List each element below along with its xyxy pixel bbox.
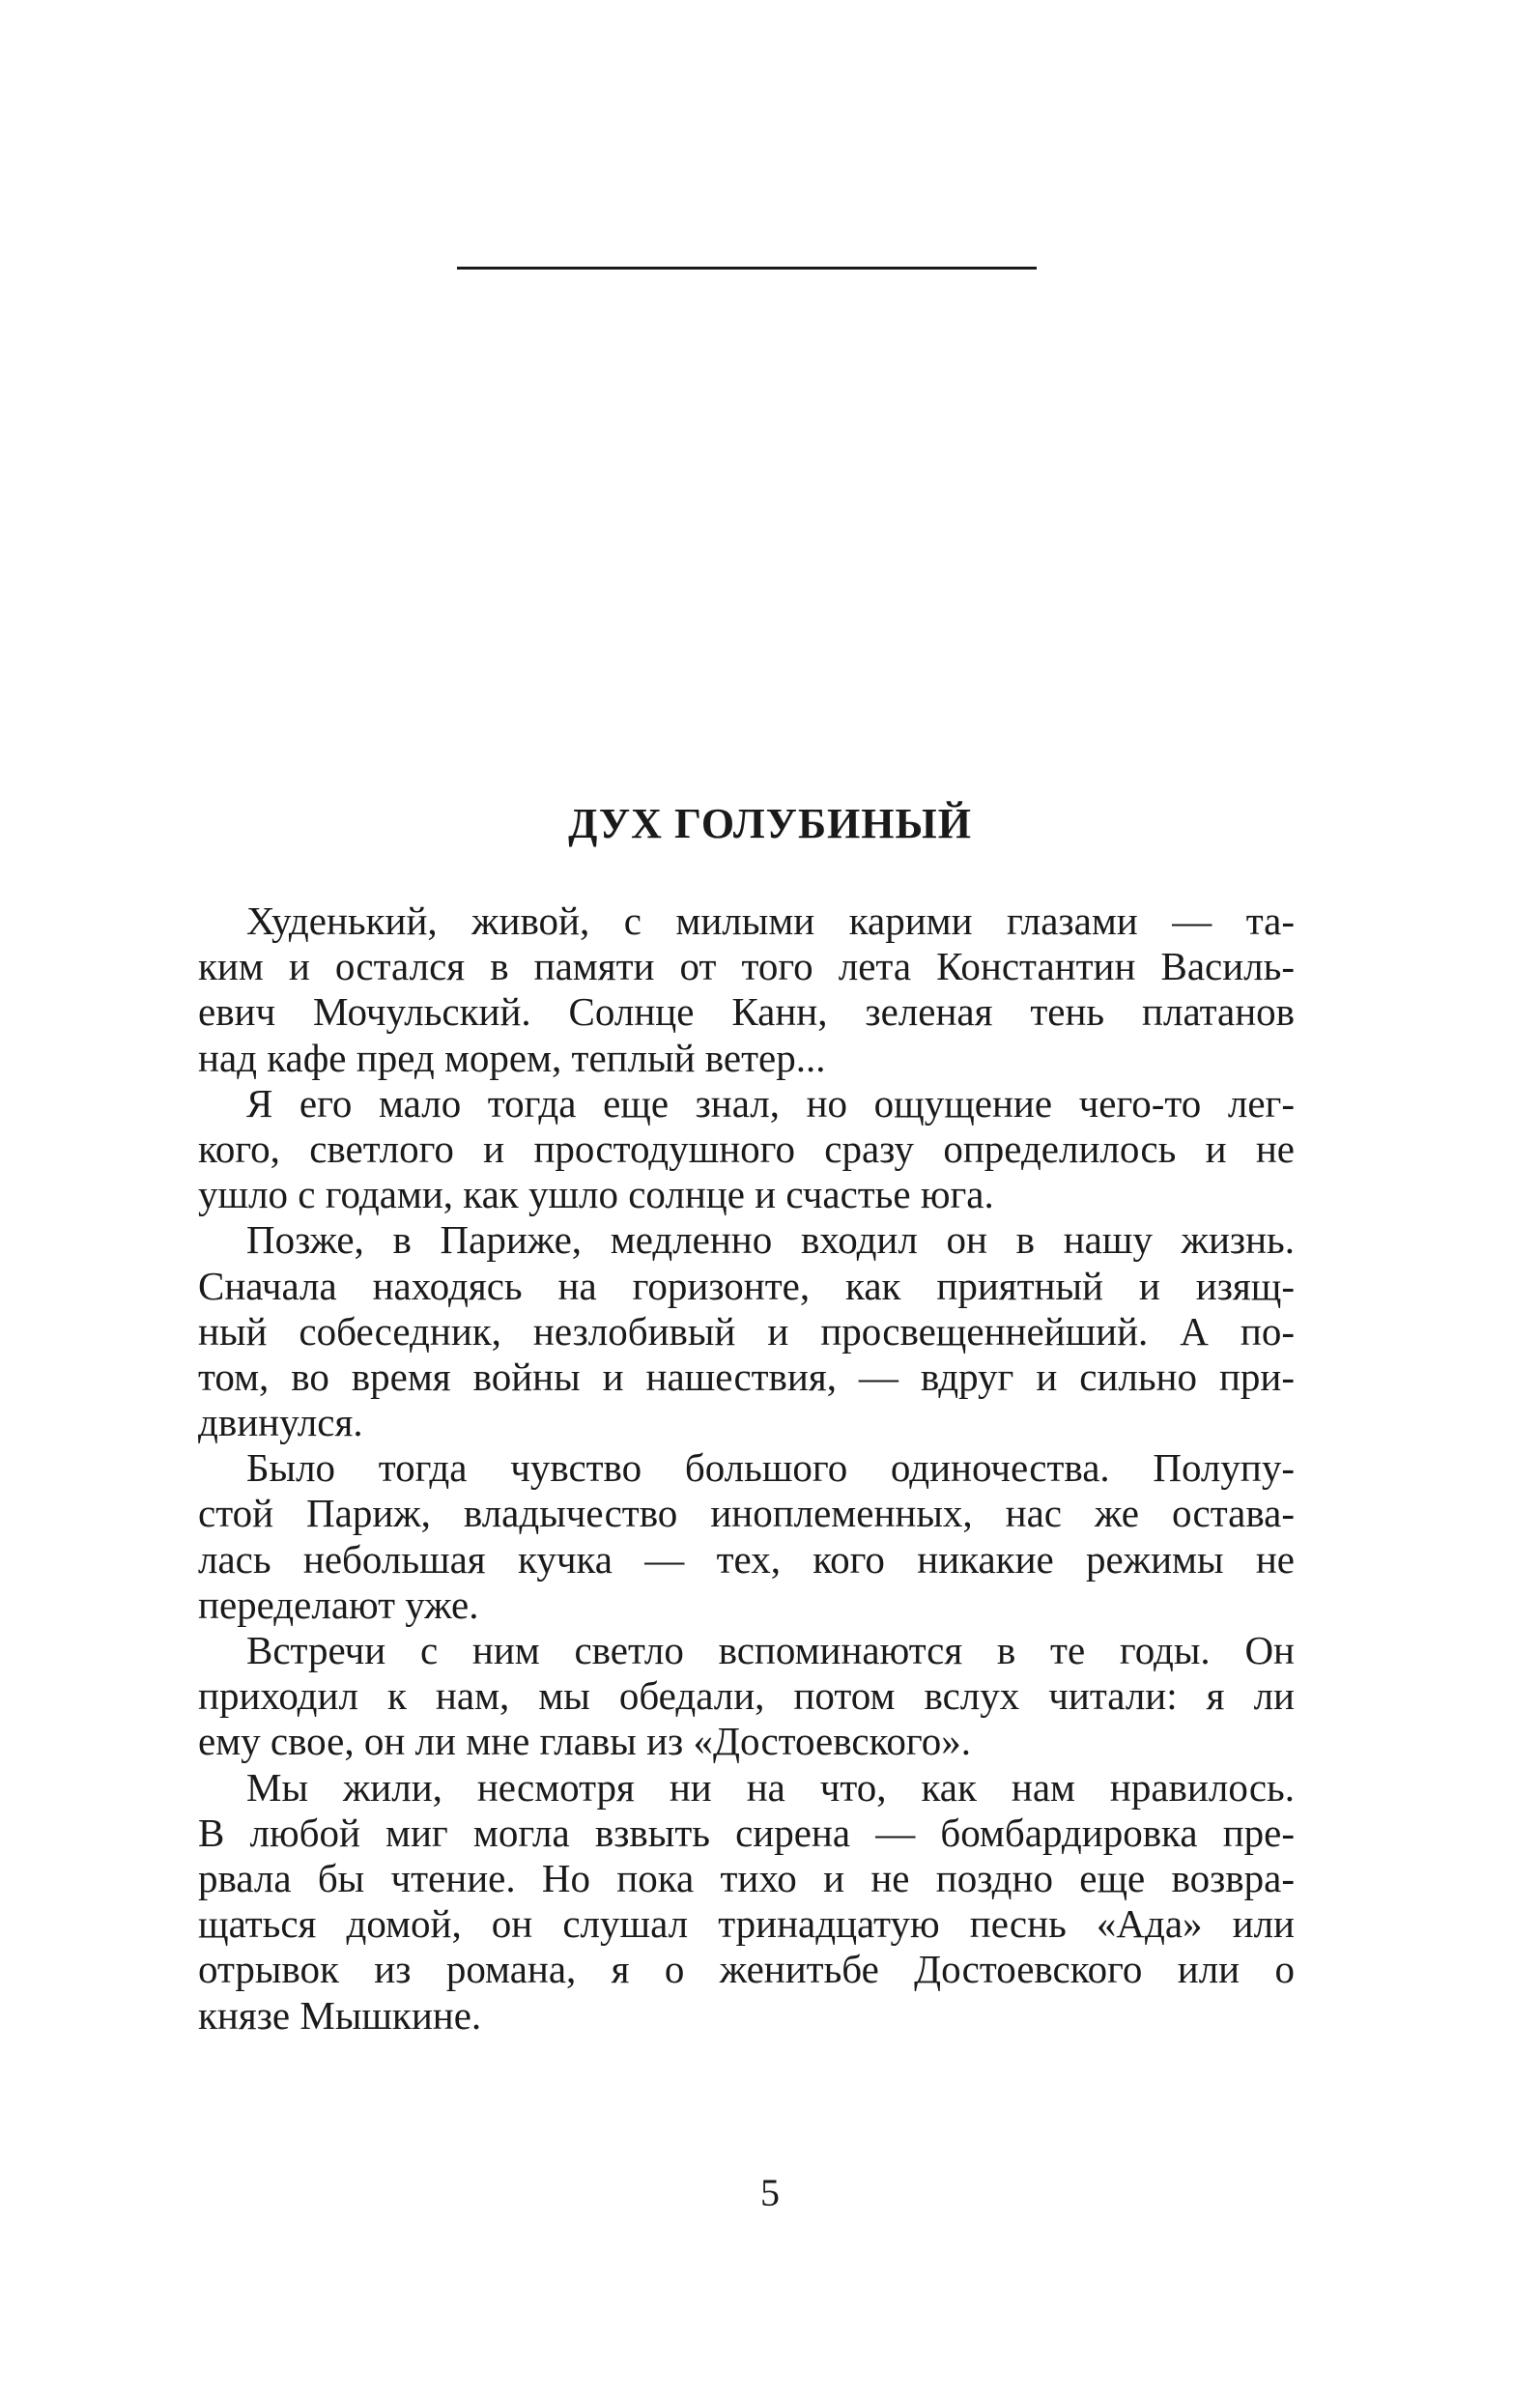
text-line: над кафе пред морем, теплый ветер... (198, 1035, 826, 1080)
body-text (198, 898, 1295, 2039)
text-line: ный собеседник, незлобивый и просвещеннейший. А по- (198, 1308, 1295, 1354)
text-line: Мы жили, несмотря ни на что, как нам нравилось. (246, 1764, 1295, 1810)
text-line: кого, светлого и простодушного сразу определилось и не (198, 1126, 1295, 1171)
page-number: 5 (760, 2171, 780, 2214)
text-line: ушло с годами, как ушло солнце и счастье юга. (198, 1172, 994, 1217)
text-line: рвала бы чтение. Но пока тихо и не поздно еще возвра- (198, 1855, 1295, 1900)
text-line: Было тогда чувство большого одиночества. Полупу- (246, 1445, 1295, 1491)
text-line: переделают уже. (198, 1582, 479, 1627)
text-line: Я его мало тогда еще знал, но ощущение чего-то лег- (246, 1080, 1295, 1126)
text-line: князе Мышкине. (198, 1992, 482, 2038)
text-line: отрывок из романа, я о женитьбе Достоевского или о (198, 1947, 1295, 1992)
top-rule (457, 267, 1037, 270)
text-line: Худенький, живой, с милыми карими глазами — та- (246, 898, 1295, 943)
paragraph (198, 1445, 1295, 1628)
paragraph (198, 1081, 1295, 1218)
text-line: Позже, в Париже, медленно входил он в нашу жизнь. (246, 1217, 1295, 1263)
text-line: евич Мочульский. Солнце Канн, зеленая тень платанов (198, 989, 1295, 1035)
paragraph (198, 1765, 1295, 2039)
text-line: Сначала находясь на горизонте, как приятный и изящ- (198, 1263, 1295, 1308)
text-line: ким и остался в памяти от того лета Константин Василь- (198, 944, 1295, 989)
text-line: В любой миг могла взвыть сирена — бомбардировка пре- (198, 1810, 1295, 1855)
text-line: приходил к нам, мы обедали, потом вслух читали: я ли (198, 1673, 1295, 1719)
chapter-title: ДУХ ГОЛУБИНЫЙ (568, 800, 972, 847)
text-line: стой Париж, владычество иноплеменных, нас же остава- (198, 1491, 1295, 1536)
paragraph (198, 1217, 1295, 1445)
paragraph (198, 1628, 1295, 1765)
text-line: Встречи с ним светло вспоминаются в те годы. Он (246, 1628, 1295, 1672)
text-line: том, во время войны и нашествия, — вдруг и сильно при- (198, 1354, 1295, 1399)
text-line: лась небольшая кучка — тех, кого никакие режимы не (198, 1536, 1295, 1582)
text-line: двинулся. (198, 1400, 363, 1445)
paragraph (198, 898, 1295, 1081)
text-line: щаться домой, он слушал тринадцатую песнь «Ада» или (198, 1901, 1295, 1947)
text-line: ему свое, он ли мне главы из «Достоевского». (198, 1719, 971, 1764)
